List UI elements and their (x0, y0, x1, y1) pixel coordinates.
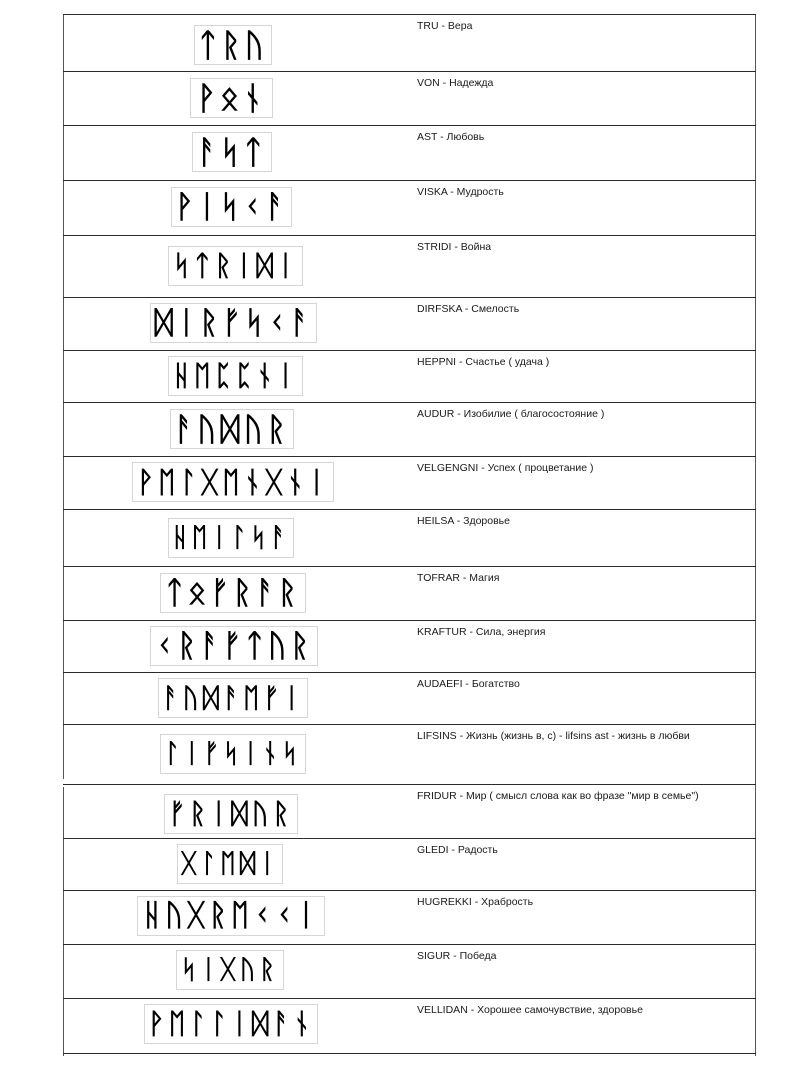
rune-inscription: ᚺᛖᛁᛚᛋᚨ (172, 523, 290, 553)
rune-inscription: ᚺᛖᛈᛈᚾᛁ (173, 359, 298, 392)
rune-meaning: STRIDI - Война (417, 241, 492, 253)
rune-inscription: ᚺᚢᚷᚱᛖᚲᚲᛁ (143, 898, 319, 933)
table-row (63, 297, 756, 350)
rune-inscription: ᚹᛟᚾ (196, 79, 267, 117)
rune-inscription-box (150, 303, 317, 343)
rune-meaning: AST - Любовь (417, 131, 485, 143)
rune-inscription-box (170, 409, 294, 449)
rune-meaning: VELGENGNI - Успех ( процветание ) (417, 462, 594, 474)
table-row (63, 672, 756, 724)
rune-meaning: TOFRAR - Магия (417, 572, 500, 584)
table-row (63, 350, 756, 402)
rune-inscription: ᚹᛖᛚᛚᛁᛞᚨᚾ (147, 1007, 315, 1040)
rune-inscription: ᛏᛟᚠᚱᚨᚱ (165, 574, 301, 611)
rune-inscription-box (194, 25, 272, 65)
row-divider (63, 1053, 756, 1054)
rune-inscription-box (168, 518, 294, 558)
table-row (63, 180, 756, 235)
rune-inscription-box (160, 573, 306, 613)
rune-inscription-box (192, 132, 272, 172)
rune-meaning: SIGUR - Победа (417, 950, 497, 962)
rune-inscription: ᚨᚢᛞᚢᚱ (173, 410, 290, 448)
rune-inscription: ᛋᛁᚷᚢᚱ (180, 955, 279, 985)
table-row (63, 784, 756, 838)
rune-meaning: FRIDUR - Мир ( смысл слова как во фразе "мир в семье") (417, 790, 699, 802)
table-row (63, 235, 756, 297)
rune-meaning: DIRFSKA - Смелость (417, 303, 520, 315)
table-row (63, 890, 756, 944)
rune-meaning: VELLIDAN - Хорошее самочувствие, здоровье (417, 1004, 643, 1016)
runes-table (63, 14, 756, 1056)
table-row (63, 71, 756, 125)
table-row (63, 566, 756, 620)
rune-inscription: ᛋᛏᚱᛁᛞᛁ (173, 249, 298, 282)
rune-inscription: ᚷᛚᛖᛞᛁ (180, 849, 279, 879)
rune-inscription: ᚨᚢᛞᚨᛖᚠᛁ (162, 682, 304, 714)
rune-inscription-box (177, 844, 283, 884)
rune-inscription: ᚹᛁᛋᚲᚨ (175, 188, 288, 225)
rune-inscription-box (168, 246, 303, 286)
rune-inscription: ᛏᚱᚢ (198, 26, 268, 64)
table-row (63, 838, 756, 890)
rune-inscription-box (160, 734, 306, 774)
table-row (63, 620, 756, 672)
rune-inscription-box (190, 78, 273, 118)
rune-inscription: ᛚᛁᚠᛋᛁᚾᛋ (164, 739, 302, 769)
rune-inscription-box (150, 626, 318, 666)
rune-inscription-box (158, 678, 308, 718)
table-row (63, 724, 756, 784)
rune-inscription-box (132, 462, 334, 502)
rune-inscription-box (168, 356, 303, 396)
table-row (63, 456, 756, 509)
rune-meaning: AUDUR - Изобилие ( благосостояние ) (417, 408, 605, 420)
rune-meaning: HEILSA - Здоровье (417, 515, 510, 527)
rune-meaning: KRAFTUR - Сила, энергия (417, 626, 546, 638)
table-row (63, 998, 756, 1053)
rune-inscription-box (137, 896, 325, 936)
rune-inscription-box (171, 187, 292, 227)
rune-meaning: LIFSINS - Жизнь (жизнь в, с) - lifsins ast - жизнь в любви (417, 730, 690, 742)
rune-meaning: HEPPNI - Счастье ( удача ) (417, 356, 550, 368)
rune-meaning: VON - Надежда (417, 77, 494, 89)
rune-inscription-box (164, 794, 298, 834)
table-row (63, 125, 756, 180)
table-row (63, 14, 756, 71)
rune-inscription: ᚠᚱᛁᛞᚢᚱ (168, 797, 294, 830)
rune-meaning: GLEDI - Радость (417, 844, 498, 856)
rune-meaning: AUDAEFI - Богатство (417, 678, 520, 690)
rune-meaning: TRU - Вера (417, 20, 473, 32)
table-row (63, 509, 756, 566)
rune-inscription-box (144, 1004, 318, 1044)
rune-inscription-box (176, 950, 284, 990)
rune-inscription: ᚲᚱᚨᚠᛏᚢᚱ (154, 627, 314, 664)
rune-inscription: ᚹᛖᛚᚷᛖᚾᚷᚾᛁ (136, 464, 330, 499)
table-row (63, 402, 756, 456)
rune-inscription: ᚨᛋᛏ (197, 133, 267, 171)
rune-meaning: HUGREKKI - Храбрость (417, 896, 534, 908)
table-row (63, 944, 756, 998)
rune-inscription: ᛞᛁᚱᚠᛋᚲᚨ (154, 304, 313, 341)
rune-meaning: VISKA - Мудрость (417, 186, 504, 198)
